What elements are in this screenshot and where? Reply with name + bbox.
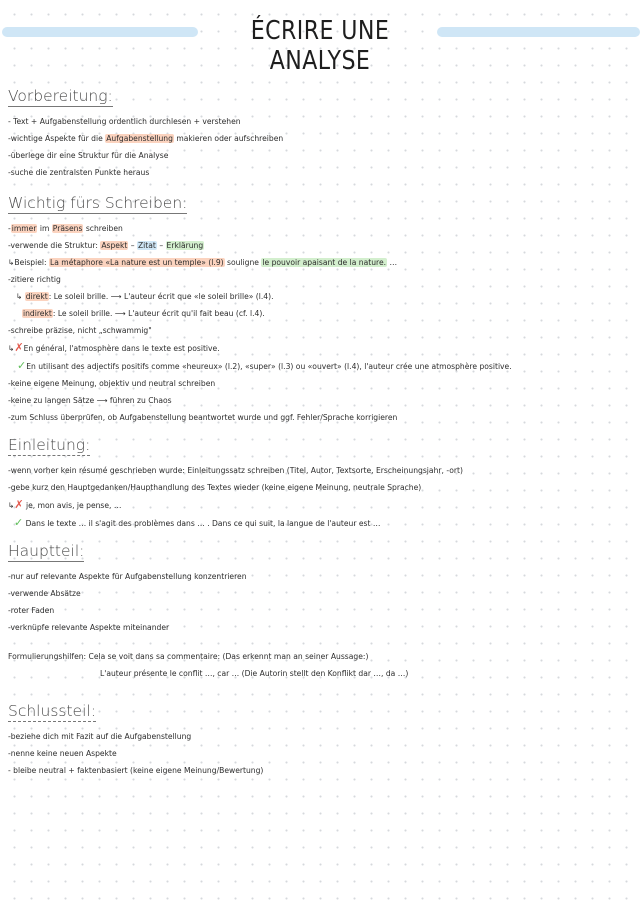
cross-icon: ✗ xyxy=(14,498,24,511)
title-deco-right xyxy=(437,27,640,37)
section-heading: Schlussteil: xyxy=(8,702,96,720)
text: souligne xyxy=(224,258,262,267)
highlight-green: le pouvoir apaisant de la nature. xyxy=(262,258,387,267)
title-bar xyxy=(0,14,640,76)
check-icon: ✓ xyxy=(17,359,27,372)
highlight-green: Erklärung xyxy=(166,241,204,250)
highlight-orange: Aspekt xyxy=(101,241,128,250)
formulierung-line: L'auteur présente le conflit …, car … (Die Autorin stellt den Konflikt dar …, da …) xyxy=(100,669,409,678)
section-einleitung xyxy=(8,435,463,532)
list-item: -überlege dir eine Struktur für die Analyse xyxy=(8,151,169,160)
list-item xyxy=(8,130,283,147)
text: im xyxy=(37,224,52,233)
text: … xyxy=(387,258,398,267)
list-item: -verwende Absätze xyxy=(8,589,81,598)
list-item: -nur auf relevante Aspekte für Aufgabenstellung konzentrieren xyxy=(8,572,247,581)
highlight-orange: indirekt xyxy=(23,309,52,318)
highlight-blue: Zitat xyxy=(137,241,156,250)
highlight-orange: direkt xyxy=(25,292,48,301)
text: En général, l'atmosphère dans le texte est positive. xyxy=(23,344,220,353)
spacer xyxy=(8,636,408,648)
list-item: -beziehe dich mit Fazit auf die Aufgabenstellung xyxy=(8,732,192,741)
text: makieren oder aufschreiben xyxy=(173,134,284,143)
text: Cela se voit dans sa commentaire: (Das erkennt man an seiner Aussage:) xyxy=(88,652,369,661)
list-item: - bleibe neutral + faktenbasiert (keine eigene Meinung/Bewertung) xyxy=(8,766,264,775)
arrow-icon: ↳ xyxy=(8,344,15,353)
highlight-orange: immer xyxy=(11,224,37,233)
section-vorbereitung xyxy=(8,86,283,181)
text: – xyxy=(128,241,137,250)
text: En utilisant des adjectifs positifs comme «heureux» (l.2), «super» (l.3) ou «ouvert» (l.4), l'auteur crée une atmosphère positive. xyxy=(26,362,512,371)
list-item: -zitiere richtig xyxy=(8,275,61,284)
list-item: -verknüpfe relevante Aspekte miteinander xyxy=(8,623,170,632)
text: ↳Beispiel: xyxy=(8,258,49,267)
list-item xyxy=(8,305,512,322)
check-icon: ✓ xyxy=(14,516,24,529)
list-item xyxy=(8,496,463,514)
page-title: ÉCRIRE UNE ANALYSE xyxy=(250,16,390,76)
text: schreiben xyxy=(83,224,123,233)
list-item: -keine zu langen Sätze ⟶ führen zu Chaos xyxy=(8,396,172,405)
highlight-orange: La métaphore «La nature est un temple» (l.9) xyxy=(50,258,224,267)
highlight-orange: Aufgabenstellung xyxy=(106,134,173,143)
text: -wichtige Aspekte für die xyxy=(8,134,106,143)
section-heading: Wichtig fürs Schreiben: xyxy=(8,194,188,212)
section-wichtig xyxy=(8,193,512,426)
list-item: -nenne keine neuen Aspekte xyxy=(8,749,117,758)
list-item: -zum Schluss überprüfen, ob Aufgabenstellung beantwortet wurde und ggf. Fehler/Sprache korrigieren xyxy=(8,413,398,422)
cross-icon: ✗ xyxy=(14,341,24,354)
list-item: -keine eigene Meinung, objektiv und neutral schreiben xyxy=(8,379,216,388)
list-item: -gebe kurz den Hauptgedanken/Haupthandlung des Textes wieder (keine eigene Meinung, neutrale Sprache) xyxy=(8,483,422,492)
text: – xyxy=(156,241,166,250)
list-item: -suche die zentralsten Punkte heraus xyxy=(8,168,150,177)
text: -verwende die Struktur: xyxy=(8,241,101,250)
text: Dans le texte … il s'agit des problèmes dans … . Dans ce qui suit, la langue de l'auteur est … xyxy=(23,519,381,528)
section-heading: Einleitung: xyxy=(8,436,91,454)
list-item: -immer im Präsens schreiben xyxy=(8,224,123,233)
list-item xyxy=(8,288,512,305)
list-item: -roter Faden xyxy=(8,606,55,615)
list-item xyxy=(8,254,512,271)
text: : Le soleil brille. ⟶ L'auteur écrit que «le soleil brille» (l.4). xyxy=(48,292,274,301)
list-item xyxy=(8,237,512,254)
highlight-orange: Präsens xyxy=(52,224,83,233)
formulierung-line xyxy=(8,648,408,665)
list-item: - Text + Aufgabenstellung ordentlich durchlesen + verstehen xyxy=(8,117,241,126)
text: je, mon avis, je pense, … xyxy=(23,501,122,510)
list-item: -schreibe präzise, nicht „schwammig" xyxy=(8,326,152,335)
text: : Le soleil brille. ⟶ L'auteur écrit qu'il fait beau (cf. l.4). xyxy=(52,309,265,318)
section-schlussteil xyxy=(8,701,263,779)
section-hauptteil xyxy=(8,541,408,682)
text: ↳ xyxy=(16,292,25,301)
title-deco-left xyxy=(2,27,198,37)
list-item xyxy=(8,339,512,357)
list-item: -wenn vorher kein résumé geschrieben wurde: Einleitungssatz schreiben (Titel, Autor, Textsorte, Erscheinungsjahr, -ort) xyxy=(8,466,463,475)
arrow-icon: ↳ xyxy=(8,501,15,510)
list-item xyxy=(8,357,512,375)
formulierung-label: Formulierungshilfen: xyxy=(8,652,87,661)
section-heading: Vorbereitung: xyxy=(8,87,113,105)
list-item xyxy=(8,514,463,532)
section-heading: Hauptteil: xyxy=(8,542,85,560)
